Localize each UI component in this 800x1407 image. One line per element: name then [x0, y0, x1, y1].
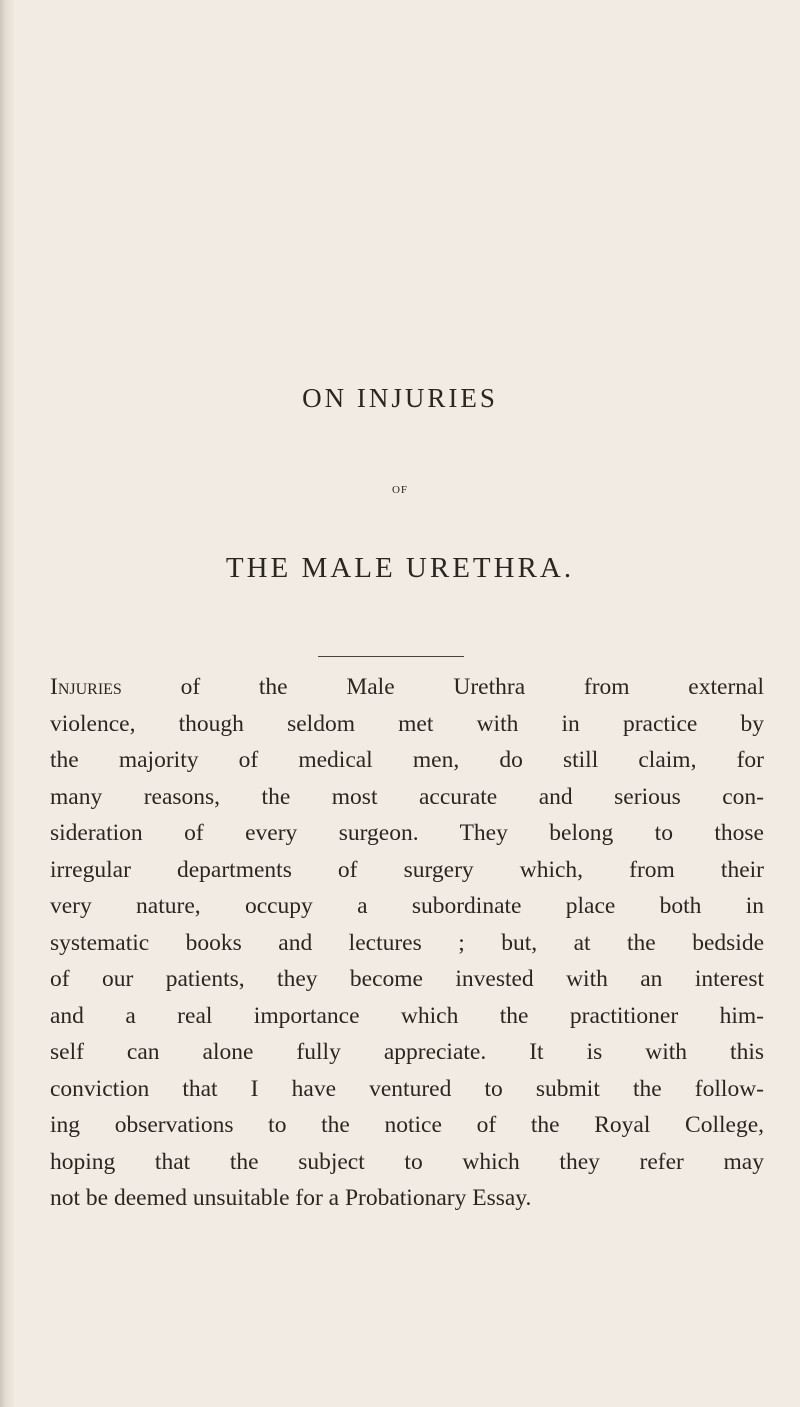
body-line: systematic books and lectures ; but, at the bedside — [50, 929, 764, 956]
first-line-text: of the Male Urethra from external — [121, 674, 764, 700]
lead-in-word: Injuries — [50, 674, 122, 700]
body-line: very nature, occupy a subordinate place both in — [50, 893, 764, 919]
title-connector: OF — [391, 484, 409, 496]
title-divider-rule — [318, 656, 464, 657]
body-paragraph — [50, 669, 764, 1217]
body-last-line: not be deemed unsuitable for a Probationary Essay. — [50, 1185, 532, 1211]
body-line: conviction that I have ventured to submit the follow- — [50, 1075, 764, 1102]
body-line: many reasons, the most accurate and serious con- — [50, 783, 764, 810]
body-line: self can alone fully appreciate. It is with this — [50, 1039, 764, 1065]
title-main: ON INJURIES — [302, 383, 498, 413]
body-line: hoping that the subject to which they refer may — [50, 1148, 764, 1175]
body-line: ing observations to the notice of the Royal College, — [50, 1112, 764, 1138]
body-line: the majority of medical men, do still claim, for — [50, 747, 764, 773]
title-subject: THE MALE URETHRA. — [225, 552, 575, 584]
body-line: and a real importance which the practitioner him- — [50, 1002, 764, 1029]
body-line: violence, though seldom met with in practice by — [50, 710, 764, 737]
body-line-1 — [50, 669, 764, 706]
body-line: sideration of every surgeon. They belong to those — [50, 820, 764, 846]
body-line: irregular departments of surgery which, from their — [50, 856, 764, 883]
body-line: of our patients, they become invested with an interest — [50, 966, 764, 992]
